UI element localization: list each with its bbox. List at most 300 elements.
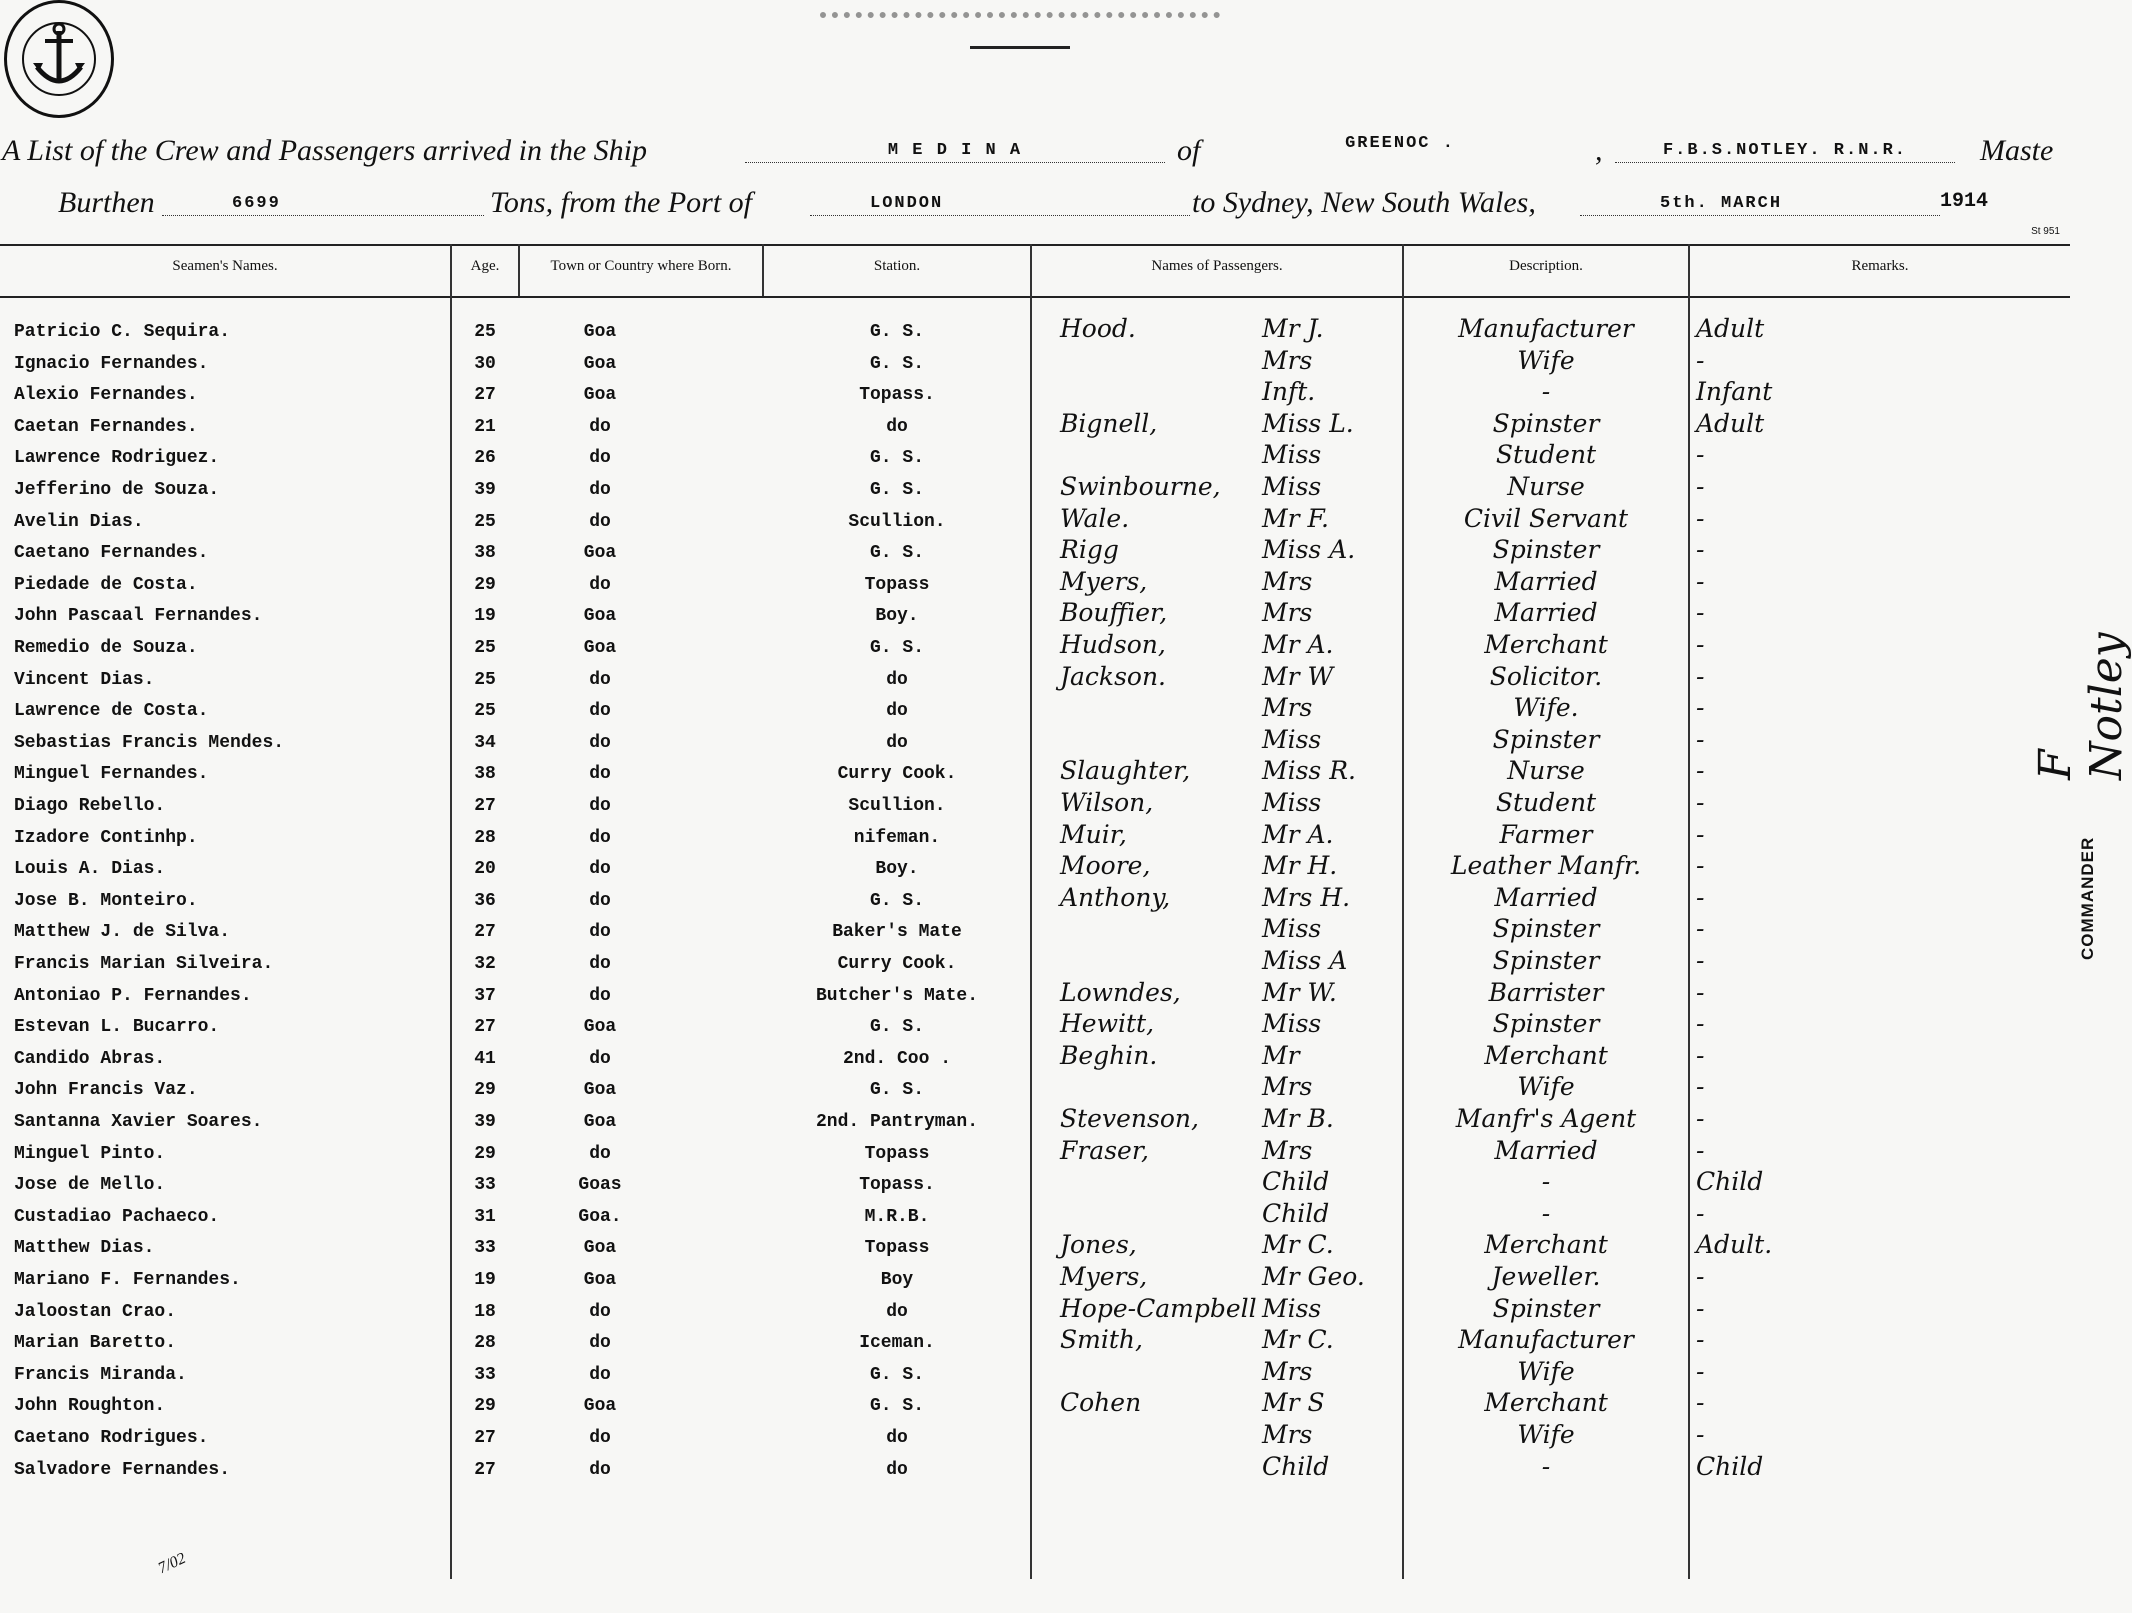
seaman-age: 39: [474, 1112, 496, 1132]
burthen-label: Burthen: [58, 186, 155, 219]
passenger-remarks: Adult: [1696, 314, 1765, 343]
passenger-description: Married: [1494, 1135, 1598, 1165]
seaman-age: 37: [474, 985, 496, 1006]
list-title: A List of the Crew and Passengers arrived in the Ship: [2, 134, 647, 167]
seaman-birthplace: do: [589, 701, 611, 722]
seaman-station: G. S.: [869, 1017, 924, 1038]
seaman-station: Iceman.: [859, 1333, 935, 1354]
seaman-station: Butcher's Mate.: [815, 985, 979, 1006]
seaman-name: Matthew Dias.: [14, 1238, 155, 1259]
header-seamens-names: Seamen's Names.: [172, 258, 278, 274]
passenger-surname: Bouffier,: [1060, 598, 1168, 628]
of-label: of: [1177, 134, 1201, 167]
seaman-age: 33: [474, 1238, 496, 1259]
seaman-name: Caetano Fernandes.: [14, 543, 209, 564]
passenger-description: -: [1541, 1198, 1551, 1228]
seaman-age: 39: [474, 480, 496, 500]
seaman-name: Candido Abras.: [14, 1048, 166, 1069]
port-of-registry: GREENOC .: [1345, 134, 1455, 153]
seaman-station: 2nd. Coo .: [842, 1048, 952, 1069]
passenger-title: Inft.: [1262, 377, 1316, 407]
passenger-surname: Bignell,: [1060, 408, 1158, 438]
table-row: [0, 1325, 2070, 1365]
passenger-surname: Smith,: [1060, 1325, 1143, 1355]
passenger-surname: Fraser,: [1060, 1135, 1149, 1165]
cut-off-title: [820, 0, 1220, 18]
table-row: [0, 630, 2070, 670]
seaman-birthplace: Goa: [583, 322, 617, 342]
seaman-station: Topass.: [859, 1175, 935, 1196]
passenger-title: Miss R.: [1262, 756, 1356, 786]
table-row: [0, 882, 2070, 923]
seaman-name: Caetan Fernandes.: [14, 416, 198, 437]
seaman-birthplace: Goas: [578, 1175, 622, 1196]
seaman-station: Boy.: [875, 859, 919, 880]
form-number: St 951: [2031, 226, 2060, 237]
passenger-remarks: -: [1696, 1388, 1705, 1418]
seaman-age: 27: [474, 922, 496, 943]
seaman-station: Topass.: [859, 385, 935, 406]
seaman-name: Lawrence de Costa.: [14, 701, 209, 722]
passenger-description: Merchant: [1484, 1040, 1608, 1070]
seaman-birthplace: Goa.: [578, 1206, 622, 1227]
seaman-station: Scullion.: [848, 511, 946, 532]
seaman-age: 36: [474, 890, 496, 911]
passenger-remarks: -: [1696, 1135, 1705, 1165]
passenger-surname: Hewitt,: [1060, 1009, 1155, 1039]
seaman-age: 26: [474, 448, 496, 469]
passenger-surname: Anthony,: [1060, 882, 1171, 912]
passenger-surname: Hope-Campbell: [1060, 1293, 1257, 1323]
table-row: [0, 1230, 2070, 1270]
passenger-title: Mr C.: [1262, 1325, 1334, 1355]
passenger-description: Manufacturer: [1458, 1325, 1634, 1355]
table-row: [0, 1104, 2070, 1144]
destination-label: to Sydney, New South Wales,: [1192, 186, 1536, 219]
seaman-birthplace: Goa: [583, 1017, 617, 1038]
seaman-age: 31: [474, 1206, 496, 1227]
arrival-year: 1914: [1940, 190, 1989, 213]
seaman-name: Estevan L. Bucarro.: [14, 1017, 220, 1038]
passenger-title: Mr Geo.: [1262, 1262, 1365, 1291]
passenger-title: Miss: [1262, 440, 1322, 470]
table-row: [0, 1072, 2070, 1112]
seaman-name: Matthew J. de Silva.: [14, 922, 231, 943]
seaman-name: Vincent Dias.: [14, 669, 155, 690]
seaman-station: G. S.: [869, 638, 924, 658]
anchor-icon: [7, 3, 111, 115]
seaman-station: do: [886, 1301, 908, 1322]
table-row: [0, 661, 2070, 702]
margin-annotation: 7/02: [155, 1549, 189, 1578]
passenger-title: Miss: [1262, 1293, 1322, 1323]
passenger-remarks: -: [1696, 724, 1705, 754]
passenger-title: Child: [1262, 1167, 1330, 1197]
table-row: [0, 819, 2070, 860]
seaman-birthplace: do: [589, 890, 611, 911]
seaman-station: G. S.: [869, 448, 924, 469]
passenger-description: Spinster: [1492, 946, 1600, 975]
seaman-name: Marian Baretto.: [14, 1333, 177, 1354]
seaman-name: Ignacio Fernandes.: [14, 353, 209, 374]
seaman-birthplace: do: [589, 416, 611, 437]
passenger-title: Miss A.: [1262, 535, 1356, 565]
table-row: [0, 566, 2070, 607]
table-row: [0, 1009, 2070, 1049]
passenger-title: Mr C.: [1262, 1230, 1334, 1260]
table-row: [0, 914, 2070, 954]
seaman-station: nifeman.: [853, 827, 941, 848]
master-label: Maste: [1980, 134, 2054, 167]
seaman-age: 38: [474, 543, 496, 564]
ship-name: M E D I N A: [745, 140, 1165, 163]
passenger-description: Nurse: [1507, 472, 1585, 501]
seaman-age: 29: [474, 1143, 496, 1164]
seaman-birthplace: do: [589, 1364, 611, 1385]
passenger-description: -: [1541, 377, 1551, 407]
passenger-surname: Jackson.: [1060, 661, 1167, 691]
seaman-station: do: [886, 1428, 908, 1448]
passenger-remarks: -: [1696, 661, 1705, 691]
passenger-description: Merchant: [1484, 1388, 1608, 1418]
seaman-birthplace: do: [589, 764, 611, 785]
seaman-age: 19: [474, 1270, 496, 1290]
passenger-description: Spinster: [1492, 408, 1600, 438]
seaman-station: Baker's Mate: [832, 922, 962, 943]
passenger-surname: Hudson,: [1060, 630, 1166, 659]
passenger-remarks: -: [1696, 1356, 1705, 1386]
seaman-station: G. S.: [869, 1080, 924, 1101]
seaman-birthplace: Goa: [583, 1112, 617, 1132]
seaman-age: 27: [474, 796, 496, 816]
passenger-title: Miss A: [1262, 946, 1348, 975]
passenger-description: Spinster: [1492, 914, 1600, 944]
seaman-birthplace: do: [589, 1428, 611, 1448]
passenger-description: Wife.: [1513, 693, 1579, 723]
table-row: [0, 1356, 2070, 1397]
passenger-surname: Hood.: [1060, 314, 1136, 343]
header-description: Description.: [1509, 258, 1583, 274]
seaman-age: 25: [474, 669, 496, 690]
seaman-station: Topass: [864, 1143, 930, 1164]
seaman-birthplace: do: [589, 1301, 611, 1322]
passenger-description: Civil Servant: [1463, 503, 1629, 533]
table-row: [0, 1451, 2070, 1492]
seaman-station: G. S.: [869, 890, 924, 911]
passenger-remarks: -: [1696, 535, 1705, 565]
seaman-station: G. S.: [869, 1364, 924, 1385]
seaman-station: G. S.: [869, 353, 924, 374]
passenger-surname: Slaughter,: [1060, 756, 1191, 786]
seaman-birthplace: do: [589, 480, 611, 500]
seaman-birthplace: do: [589, 1333, 611, 1354]
passenger-description: Married: [1494, 882, 1598, 912]
table-row: [0, 535, 2070, 575]
master-name: F.B.S.NOTLEY. R.N.R.: [1615, 140, 1955, 163]
passenger-description: Wife: [1517, 1072, 1575, 1102]
table-row: [0, 1262, 2070, 1302]
seaman-birthplace: Goa: [583, 638, 617, 658]
table-row: [0, 851, 2070, 891]
passenger-title: Mr B.: [1262, 1104, 1334, 1133]
passenger-title: Mrs: [1262, 1072, 1313, 1102]
passenger-remarks: -: [1696, 882, 1705, 912]
passenger-description: Student: [1495, 440, 1597, 470]
table-row: [0, 946, 2070, 986]
seaman-birthplace: Goa: [583, 1270, 617, 1290]
seaman-age: 28: [474, 827, 496, 848]
passenger-remarks: -: [1696, 1072, 1705, 1102]
passenger-title: Miss: [1262, 788, 1322, 817]
header-line-1: [2, 134, 647, 168]
seaman-station: do: [886, 732, 908, 753]
passenger-description: Leather Manfr.: [1450, 851, 1642, 881]
seaman-age: 29: [474, 1396, 496, 1417]
passenger-description: Spinster: [1492, 1009, 1600, 1039]
seaman-station: Boy: [880, 1270, 914, 1290]
seaman-age: 32: [474, 954, 496, 974]
passenger-title: Mrs: [1262, 598, 1313, 628]
passenger-title: Mrs H.: [1262, 882, 1351, 912]
table-row: [0, 1388, 2070, 1428]
passenger-title: Mr H.: [1262, 851, 1338, 881]
seaman-station: Curry Cook.: [837, 764, 957, 785]
arrival-date: 5th. MARCH: [1580, 193, 1940, 216]
seaman-age: 25: [474, 322, 496, 342]
passenger-description: Spinster: [1492, 724, 1600, 754]
passenger-description: Merchant: [1484, 1230, 1608, 1260]
passenger-description: Wife: [1517, 1356, 1575, 1386]
passenger-description: -: [1541, 1451, 1551, 1481]
passenger-title: Miss: [1262, 724, 1322, 754]
passenger-title: Mr W.: [1262, 977, 1337, 1007]
seaman-name: Patricio C. Sequira.: [14, 322, 231, 342]
seaman-station: do: [886, 1459, 908, 1480]
passenger-title: Mr J.: [1262, 314, 1324, 343]
passenger-title: Mr S: [1262, 1388, 1325, 1418]
passenger-title: Mr: [1262, 1040, 1300, 1070]
header-passenger-names: Names of Passengers.: [1151, 258, 1283, 274]
passenger-remarks: -: [1696, 472, 1705, 501]
passenger-title: Mrs: [1262, 1135, 1313, 1165]
passenger-description: Married: [1494, 566, 1598, 596]
seaman-name: Lawrence Rodriguez.: [14, 448, 220, 469]
seaman-birthplace: do: [589, 796, 611, 816]
seaman-birthplace: do: [589, 669, 611, 690]
table-row: [0, 598, 2070, 638]
seaman-name: Caetano Rodrigues.: [14, 1428, 209, 1448]
passenger-remarks: Child: [1696, 1451, 1764, 1481]
seaman-name: John Pascaal Fernandes.: [14, 606, 263, 627]
passenger-remarks: -: [1696, 1198, 1705, 1228]
seaman-age: 25: [474, 701, 496, 722]
seaman-birthplace: do: [589, 954, 611, 974]
passenger-surname: Jones,: [1060, 1230, 1137, 1260]
seaman-age: 27: [474, 1459, 496, 1480]
table-row: [0, 314, 2070, 354]
passenger-remarks: -: [1696, 914, 1705, 944]
passenger-title: Mrs: [1262, 345, 1313, 375]
passenger-surname: Swinbourne,: [1060, 472, 1221, 501]
master-signature: F Notley: [2030, 632, 2132, 780]
passenger-remarks: -: [1696, 503, 1705, 533]
seaman-name: Sebastias Francis Mendes.: [14, 732, 285, 753]
seaman-name: Remedio de Souza.: [14, 638, 198, 658]
passenger-remarks: -: [1696, 1040, 1705, 1070]
table-row: [0, 503, 2070, 544]
passenger-title: Mrs: [1262, 566, 1313, 596]
passenger-title: Miss: [1262, 472, 1322, 501]
seaman-station: Boy.: [875, 606, 919, 627]
seaman-birthplace: Goa: [583, 1238, 617, 1259]
passenger-surname: Rigg: [1060, 535, 1119, 565]
seaman-age: 33: [474, 1175, 496, 1196]
passenger-title: Miss L.: [1262, 408, 1354, 438]
seaman-name: John Francis Vaz.: [14, 1080, 198, 1101]
seaman-birthplace: do: [589, 732, 611, 753]
comma: ,: [1595, 134, 1603, 167]
passenger-title: Miss: [1262, 914, 1322, 944]
seaman-age: 27: [474, 1428, 496, 1448]
passenger-description: Wife: [1517, 345, 1575, 375]
passenger-surname: Lowndes,: [1060, 977, 1181, 1007]
from-port: LONDON: [810, 193, 1190, 216]
seaman-birthplace: Goa: [583, 353, 617, 374]
passenger-description: Married: [1494, 598, 1598, 628]
passenger-title: Mr A.: [1262, 630, 1334, 659]
seaman-station: G. S.: [869, 480, 924, 500]
seaman-age: 18: [474, 1301, 496, 1322]
seaman-age: 38: [474, 764, 496, 785]
table-row: [0, 440, 2070, 480]
seaman-station: do: [886, 701, 908, 722]
seaman-station: G. S.: [869, 543, 924, 564]
passenger-remarks: -: [1696, 566, 1705, 596]
seaman-age: 25: [474, 638, 496, 658]
passenger-surname: Stevenson,: [1060, 1104, 1199, 1133]
seaman-name: Diago Rebello.: [14, 796, 166, 816]
seaman-station: do: [886, 669, 908, 690]
seaman-age: 29: [474, 574, 496, 595]
seaman-name: Jaloostan Crao.: [14, 1301, 177, 1322]
passenger-description: -: [1541, 1167, 1551, 1197]
passenger-remarks: -: [1696, 1104, 1705, 1133]
passenger-description: Farmer: [1499, 819, 1593, 849]
seaman-age: 19: [474, 606, 496, 627]
seaman-station: M.R.B.: [864, 1206, 930, 1227]
passenger-remarks: -: [1696, 1293, 1705, 1323]
seaman-birthplace: Goa: [583, 1080, 617, 1101]
seaman-name: Custadiao Pachaeco.: [14, 1206, 220, 1227]
passenger-description: Manfr's Agent: [1455, 1104, 1637, 1133]
passenger-title: Mr F.: [1262, 503, 1329, 533]
seaman-name: John Roughton.: [14, 1396, 166, 1417]
passenger-remarks: -: [1696, 1325, 1705, 1355]
table-row: [0, 756, 2070, 796]
passenger-title: Child: [1262, 1451, 1330, 1481]
seaman-age: 20: [474, 859, 496, 880]
table-row: [0, 724, 2070, 765]
passenger-remarks: -: [1696, 819, 1705, 849]
passenger-surname: Muir,: [1060, 819, 1127, 849]
seaman-station: G. S.: [869, 1396, 924, 1417]
seaman-name: Minguel Fernandes.: [14, 764, 209, 785]
shipping-department-seal: [4, 0, 114, 118]
seaman-name: Piedade de Costa.: [14, 574, 198, 595]
table-row: [0, 408, 2070, 449]
seaman-age: 28: [474, 1333, 496, 1354]
seaman-age: 27: [474, 1017, 496, 1038]
seaman-birthplace: Goa: [583, 606, 617, 627]
seaman-name: Jose B. Monteiro.: [14, 890, 198, 911]
seaman-name: Avelin Dias.: [14, 511, 144, 532]
seaman-birthplace: Goa: [583, 1396, 617, 1417]
passenger-description: Barrister: [1488, 977, 1604, 1007]
seaman-age: 25: [474, 511, 496, 532]
seaman-birthplace: do: [589, 1459, 611, 1480]
passenger-surname: Myers,: [1060, 1262, 1148, 1291]
passenger-remarks: -: [1696, 693, 1705, 723]
passenger-remarks: Infant: [1696, 377, 1773, 407]
header-station: Station.: [873, 258, 921, 274]
header-birthplace: Town or Country where Born.: [550, 258, 732, 274]
seaman-birthplace: do: [589, 827, 611, 848]
seaman-name: Jose de Mello.: [14, 1175, 166, 1196]
passenger-title: Mrs: [1262, 693, 1313, 723]
table-row: [0, 788, 2070, 828]
seaman-birthplace: do: [589, 922, 611, 943]
seaman-birthplace: Goa: [583, 543, 617, 564]
passenger-remarks: -: [1696, 851, 1705, 881]
seaman-name: Mariano F. Fernandes.: [14, 1270, 241, 1290]
seaman-birthplace: Goa: [583, 385, 617, 406]
passenger-surname: Beghin.: [1060, 1040, 1158, 1070]
seaman-station: Topass: [864, 574, 930, 595]
passenger-description: Manufacturer: [1458, 314, 1634, 343]
seaman-birthplace: do: [589, 511, 611, 532]
passenger-remarks: -: [1696, 598, 1705, 628]
passenger-remarks: Child: [1696, 1167, 1764, 1197]
seaman-age: 29: [474, 1080, 496, 1101]
seaman-birthplace: do: [589, 574, 611, 595]
passenger-surname: Moore,: [1060, 851, 1151, 881]
seaman-birthplace: do: [589, 1048, 611, 1069]
seaman-age: 21: [474, 416, 496, 437]
seaman-birthplace: do: [589, 859, 611, 880]
passenger-remarks: -: [1696, 788, 1705, 817]
seaman-station: Topass: [864, 1238, 930, 1259]
passenger-title: Mrs: [1262, 1356, 1313, 1386]
seaman-station: 2nd. Pantryman.: [815, 1112, 979, 1132]
passenger-description: Jeweller.: [1491, 1262, 1601, 1291]
crew-passenger-table: [0, 244, 2070, 1579]
title-rule: [970, 46, 1070, 49]
table-row: [0, 1040, 2070, 1081]
seaman-name: Antoniao P. Fernandes.: [14, 985, 252, 1006]
seaman-name: Santanna Xavier Soares.: [14, 1112, 263, 1132]
commander-label: COMMANDER: [2078, 836, 2097, 960]
passenger-remarks: -: [1696, 756, 1705, 786]
passenger-surname: Cohen: [1060, 1388, 1142, 1418]
passenger-remarks: -: [1696, 630, 1705, 659]
passenger-title: Mr A.: [1262, 819, 1334, 849]
passenger-remarks: -: [1696, 440, 1705, 470]
passenger-title: Miss: [1262, 1009, 1322, 1039]
passenger-surname: Wale.: [1060, 503, 1130, 533]
seaman-station: Scullion.: [848, 796, 946, 816]
seaman-name: Jefferino de Souza.: [14, 480, 220, 500]
seaman-name: Izadore Continhp.: [14, 827, 198, 848]
